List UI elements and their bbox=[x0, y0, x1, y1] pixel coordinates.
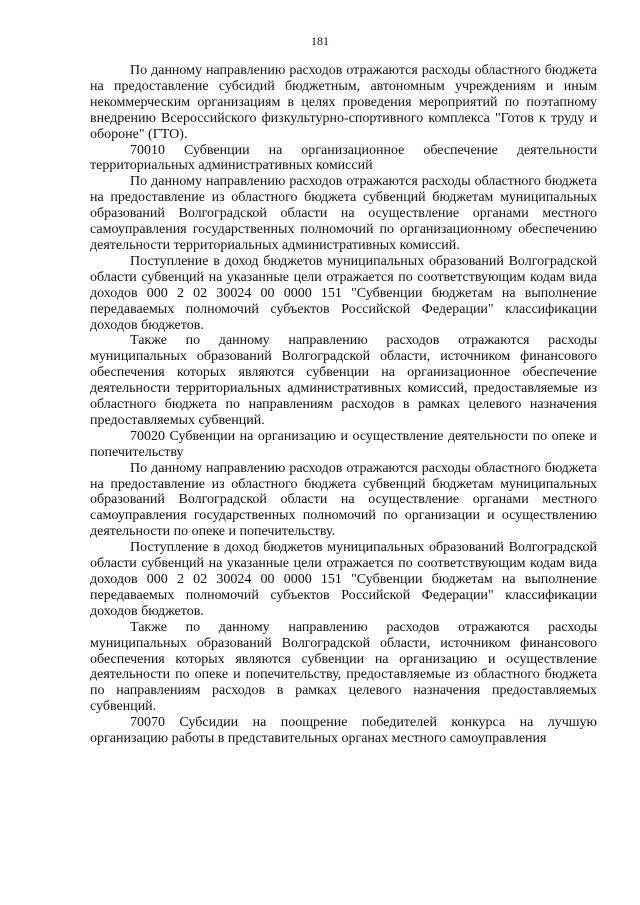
document-body bbox=[90, 63, 597, 747]
paragraph: Поступление в доход бюджетов муниципальных образований Волгоградской области субвенций на указанные цели отражается по соответствующим кодам вида доходов 000 2 02 30024 00 0000 151 "Субвенции бюджетам на выполнение передаваемых полномочий субъектов Российской Федерации" классификации доходов бюджетов. bbox=[90, 540, 597, 619]
paragraph: Также по данному направлению расходов отражаются расходы муниципальных образований Волгоградской области, источником финансового обеспечения которых являются субвенции на организацию и осуществление деятельности по опеке и попечительству, предоставляемые из областного бюджета по направлениям расходов в рамках целевого назначения предоставляемых субвенций. bbox=[90, 619, 597, 715]
paragraph: По данному направлению расходов отражаются расходы областного бюджета на предоставление из областного бюджета субвенций бюджетам муниципальных образований Волгоградской области на осуществление органами местного самоуправления государственных полномочий по организационному обеспечению деятельности территориальных административных комиссий. bbox=[90, 174, 597, 253]
section-heading-70070: 70070 Субсидии на поощрение победителей конкурса на лучшую организацию работы в представительных органах местного самоуправления bbox=[90, 715, 597, 747]
page-number: 181 bbox=[311, 34, 329, 48]
paragraph: Поступление в доход бюджетов муниципальных образований Волгоградской области субвенций на указанные цели отражается по соответствующим кодам вида доходов 000 2 02 30024 00 0000 151 "Субвенции бюджетам на выполнение передаваемых полномочий субъектов Российской Федерации" классификации доходов бюджетов. bbox=[90, 253, 597, 333]
paragraph: Также по данному направлению расходов отражаются расходы муниципальных образований Волгоградской области, источником финансового обеспечения которых являются субвенции на организационное обеспечение деятельности территориальных административных комиссий, предоставляемые из областного бюджета по направлениям расходов в рамках целевого назначения предоставляемых субвенций. bbox=[90, 333, 597, 428]
paragraph: По данному направлению расходов отражаются расходы областного бюджета на предоставление из областного бюджета субвенций бюджетам муниципальных образований Волгоградской области на осуществление органами местного самоуправления государственных полномочий по организации и осуществлению деятельности по опеке и попечительству. bbox=[90, 460, 597, 540]
section-heading-70010: 70010 Субвенции на организационное обеспечение деятельности территориальных административных комиссий bbox=[90, 142, 597, 174]
section-heading-70020: 70020 Субвенции на организацию и осуществление деятельности по опеке и попечительству bbox=[90, 428, 597, 460]
paragraph: По данному направлению расходов отражаются расходы областного бюджета на предоставление субсидий бюджетным, автономным учреждениям и иным некоммерческим организациям в целях проведения мероприятий по поэтапному внедрению Всероссийского физкультурно-спортивного комплекса "Готов к труду и обороне" (ГТО). bbox=[90, 63, 597, 142]
